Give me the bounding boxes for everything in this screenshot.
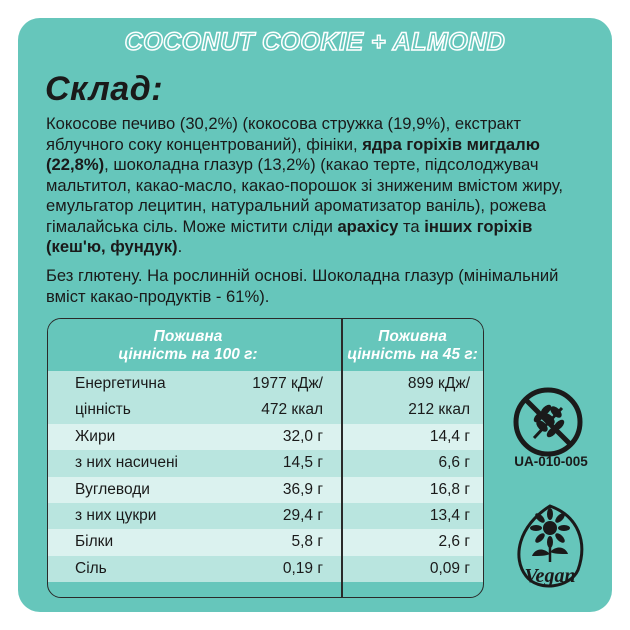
- row-value-100g: 29,4 г: [282, 507, 323, 524]
- row-label: Білки: [75, 533, 114, 551]
- row-value-100g: 0,19 г: [282, 559, 323, 577]
- ingredients-text: [46, 114, 591, 258]
- allergen-almond: ядра горіхів мигдалю (22,8%): [46, 134, 540, 174]
- row-label: з них цукри: [75, 507, 157, 524]
- table-row: [48, 503, 483, 529]
- header-per-45g-line2: цінність на 45 г:: [347, 346, 478, 363]
- row-label: Жири: [75, 427, 116, 445]
- header-per-100g-line1: Поживна: [153, 328, 223, 345]
- row-label: цінність: [75, 401, 131, 419]
- table-row: [48, 450, 483, 476]
- ingredients-part-2: , шоколадна глазур (13,2%) (какао терте, підсолоджувач мальтитол, какао-масло, какао-порошок зі зниженим вмістом жиру, емульгатор лецитин, натуральний ароматизатор ваніль), рожева гімалайська сіль. Може містити сліди: [46, 155, 564, 236]
- row-value-45g: 0,09 г: [429, 559, 470, 577]
- column-divider: [341, 319, 343, 597]
- row-label: Вуглеводи: [75, 480, 150, 498]
- ingredients-heading: Склад:: [45, 70, 164, 108]
- row-value-45g: 16,8 г: [429, 480, 470, 498]
- allergen-other-nuts: інших горіхів (кеш'ю, фундук): [46, 216, 533, 256]
- table-row: [48, 477, 483, 503]
- table-row: [48, 556, 483, 582]
- dietary-note: Без глютену. На рослинній основі. Шоколадна глазур (мінімальний вміст какао-продуктів - 61%).: [46, 266, 559, 306]
- gluten-free-code: UA-010-005: [514, 454, 588, 469]
- row-label: Енергетична: [75, 375, 166, 392]
- crossed-grain-icon: [512, 386, 584, 458]
- label-card: [18, 18, 612, 612]
- header-per-100g: [78, 328, 298, 364]
- sunflower-vegan-icon: [508, 502, 592, 594]
- row-value-100g: 14,5 г: [282, 454, 323, 472]
- row-value-45g: 2,6 г: [438, 533, 470, 551]
- table-row: [48, 371, 483, 397]
- table-row: [48, 424, 483, 450]
- row-value-100g: 5,8 г: [291, 533, 323, 551]
- row-value-45g: 13,4 г: [429, 507, 470, 524]
- row-value-45g: 6,6 г: [438, 454, 470, 472]
- row-value-100g: 472 ккал: [261, 401, 323, 419]
- product-title: COCONUT COOKIE + ALMOND: [124, 28, 506, 56]
- allergen-peanut: арахісу: [337, 216, 399, 236]
- row-value-45g: 899 кДж/: [407, 375, 470, 392]
- table-row: [48, 529, 483, 555]
- nutrition-table-header: [48, 319, 483, 371]
- ingredients-part-4: .: [177, 237, 183, 256]
- ingredients-part-3: та: [398, 216, 425, 236]
- header-per-45g-line1: Поживна: [378, 328, 447, 345]
- row-label: Сіль: [75, 559, 107, 577]
- header-per-100g-line2: цінність на 100 г:: [118, 346, 258, 363]
- row-value-100g: 1977 кДж/: [252, 375, 323, 392]
- row-value-45g: 14,4 г: [429, 427, 470, 445]
- product-title-bar: [18, 18, 612, 66]
- row-value-100g: 36,9 г: [282, 480, 323, 498]
- ingredients-part-1: Кокосове печиво (30,2%) (кокосова стружка (19,9%), екстракт яблучного соку концентрований), фініки,: [46, 114, 521, 154]
- row-label: з них насичені: [75, 454, 178, 472]
- header-per-45g: [340, 328, 484, 364]
- row-value-45g: 212 ккал: [408, 401, 470, 419]
- row-value-100g: 32,0 г: [282, 427, 323, 445]
- table-row: [48, 397, 483, 423]
- nutrition-table: [47, 318, 484, 598]
- vegan-text: Vegan: [524, 565, 576, 587]
